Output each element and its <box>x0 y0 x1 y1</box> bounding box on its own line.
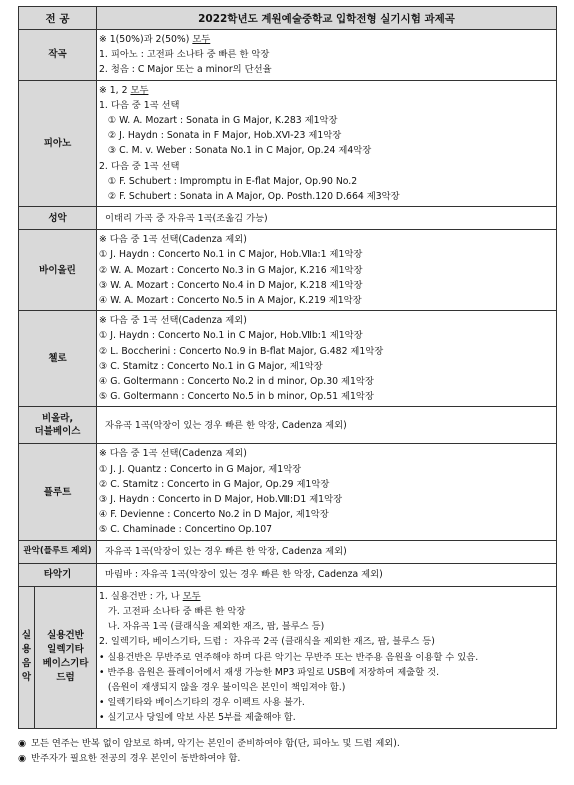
content-vocal: 이태리 가곡 중 자유곡 1곡(조옮김 가능) <box>97 207 557 230</box>
content-line: 2. 청음 : C Major 또는 a minor의 단선율 <box>99 64 272 76</box>
viola-label-line1: 비올라, <box>41 413 74 425</box>
content-line: ③ C. M. v. Weber : Sonata No.1 in C Major, Op.24 제4악장 <box>99 145 372 157</box>
content-practical <box>97 586 557 728</box>
vertical-label-practical-music <box>19 586 35 728</box>
footnote-item <box>18 751 556 766</box>
content-flute <box>97 444 557 540</box>
major-label-winds: 관악(플루트 제외) <box>19 540 97 563</box>
content-line: 나. 자유곡 1곡 (클래식을 제외한 재즈, 팝, 블루스 등) <box>99 621 325 633</box>
header-major: 전 공 <box>19 7 97 30</box>
content-line: ② L. Boccherini : Concerto No.9 in B-flat Major, G.482 제1악장 <box>99 345 384 357</box>
content-line: 1. 다음 중 1곡 선택 <box>99 99 180 111</box>
content-line: (음원이 재생되지 않을 경우 불이익은 본인이 책임져야 함.) <box>99 681 346 693</box>
content-line: ① W. A. Mozart : Sonata in G Major, K.283 제1악장 <box>99 115 338 127</box>
row-flute <box>19 444 557 540</box>
table-header-row <box>19 7 557 30</box>
circle-bullet-icon: ◉ <box>18 737 27 749</box>
content-winds: 자유곡 1곡(악장이 있는 경우 빠른 한 악장, Cadenza 제외) <box>97 540 557 563</box>
content-piano <box>97 80 557 207</box>
content-line: ※ 다음 중 1곡 선택(Cadenza 제외) <box>99 315 247 327</box>
vertical-char: 용 <box>21 644 32 656</box>
sub-label-bass-guitar: 베이스기타 <box>42 658 89 670</box>
footnote-text: 모든 연주는 반복 없이 암보로 하며, 악기는 본인이 준비하여야 함(단, 피아노 및 드럼 제외). <box>31 737 400 749</box>
major-label-percussion: 타악기 <box>19 563 97 586</box>
content-line: ④ W. A. Mozart : Concerto No.5 in A Major, K.219 제1악장 <box>99 295 362 307</box>
row-violin <box>19 230 557 311</box>
content-line: ④ G. Goltermann : Concerto No.2 in d minor, Op.30 제1악장 <box>99 376 374 388</box>
content-line: ③ W. A. Mozart : Concerto No.4 in D Major, K.218 제1악장 <box>99 279 363 291</box>
content-line: ③ J. Haydn : Concerto in D Major, Hob.Ⅷ:D1 제1악장 <box>99 494 343 506</box>
row-percussion <box>19 563 557 586</box>
content-composition <box>97 30 557 81</box>
major-label-violin: 바이올린 <box>19 230 97 311</box>
content-line: • 실용건반은 무반주로 연주해야 하며 다른 악기는 무반주 또는 반주용 음원을 이용할 수 있음. <box>99 651 479 663</box>
content-line <box>99 589 552 604</box>
content-line: • 실기고사 당일에 악보 사본 5부를 제출해야 함. <box>99 712 296 724</box>
content-line: 2. 다음 중 1곡 선택 <box>99 160 180 172</box>
vertical-char: 악 <box>21 672 32 684</box>
sub-labels-practical <box>35 586 97 728</box>
row-vocal <box>19 207 557 230</box>
content-line: ② F. Schubert : Sonata in A Major, Op. Posth.120 D.664 제3악장 <box>99 191 400 203</box>
line-prefix: 1. 실용건반 : 가, 나 <box>99 590 183 602</box>
content-line: ⑤ G. Goltermann : Concerto No.5 in b minor, Op.51 제1악장 <box>99 391 374 403</box>
row-composition <box>19 30 557 81</box>
content-line: ② C. Stamitz : Concerto in G Major, Op.29 제1악장 <box>99 478 330 490</box>
footnotes <box>18 736 556 766</box>
content-line: ① J. J. Quantz : Concerto in G Major, 제1악장 <box>99 463 302 475</box>
content-line: ※ 다음 중 1곡 선택(Cadenza 제외) <box>99 234 247 246</box>
content-line <box>99 32 552 47</box>
row-winds <box>19 540 557 563</box>
content-line: ② J. Haydn : Sonata in F Major, Hob.XⅥ-23 제1악장 <box>99 130 342 142</box>
content-cello <box>97 311 557 407</box>
content-line: ③ C. Stamitz : Concerto No.1 in G Major, 제1악장 <box>99 360 323 372</box>
footnote-text: 반주자가 필요한 전공의 경우 본인이 동반하여야 함. <box>31 752 241 764</box>
vertical-char: 실 <box>21 630 32 642</box>
content-line: 1. 피아노 : 고전파 소나타 중 빠른 한 악장 <box>99 49 270 61</box>
content-line: • 반주용 음원은 플레이어에서 재생 가능한 MP3 파일로 USB에 저장하여 제출할 것. <box>99 666 440 678</box>
sub-label-drums: 드럼 <box>56 672 75 684</box>
document <box>18 6 556 766</box>
header-title: 2022학년도 계원예술중학교 입학전형 실기시험 과제곡 <box>97 7 557 30</box>
content-line: ⑤ C. Chaminade : Concertino Op.107 <box>99 524 273 536</box>
row-practical <box>19 586 557 728</box>
content-line: 가. 고전파 소나타 중 빠른 한 악장 <box>99 605 246 617</box>
underlined-emphasis: 모두 <box>130 84 149 96</box>
major-label-viola <box>19 407 97 444</box>
line-prefix: ※ 1, 2 <box>99 84 131 96</box>
content-line: ※ 다음 중 1곡 선택(Cadenza 제외) <box>99 448 247 460</box>
row-piano <box>19 80 557 207</box>
major-label-flute: 플루트 <box>19 444 97 540</box>
content-percussion: 마림바 : 자유곡 1곡(악장이 있는 경우 빠른 한 악장, Cadenza 제외) <box>97 563 557 586</box>
sub-label-keyboard: 실용건반 <box>47 630 84 642</box>
content-viola: 자유곡 1곡(악장이 있는 경우 빠른 한 악장, Cadenza 제외) <box>97 407 557 444</box>
vertical-char: 음 <box>21 658 32 670</box>
row-cello <box>19 311 557 407</box>
viola-label-line2: 더블베이스 <box>34 426 81 438</box>
major-label-cello: 첼로 <box>19 311 97 407</box>
major-label-composition: 작곡 <box>19 30 97 81</box>
major-label-piano: 피아노 <box>19 80 97 207</box>
row-viola <box>19 407 557 444</box>
major-label-vocal: 성악 <box>19 207 97 230</box>
content-violin <box>97 230 557 311</box>
footnote-item <box>18 736 556 751</box>
content-line: ① J. Haydn : Concerto No.1 in C Major, Hob.Ⅶb:1 제1악장 <box>99 330 363 342</box>
content-line: 2. 일렉기타, 베이스기타, 드럼 : 자유곡 2곡 (클래식을 제외한 재즈, 팝, 블루스 등) <box>99 636 435 648</box>
underlined-emphasis: 모두 <box>192 34 211 45</box>
circle-bullet-icon: ◉ <box>18 752 27 764</box>
content-line: ① J. Haydn : Concerto No.1 in C Major, Hob.Ⅶa:1 제1악장 <box>99 249 363 261</box>
content-line <box>99 83 552 98</box>
line-prefix: ※ 1(50%)과 2(50%) <box>99 34 193 45</box>
content-line: ① F. Schubert : Impromptu in E-flat Major, Op.90 No.2 <box>99 175 358 187</box>
underlined-emphasis: 모두 <box>182 590 201 602</box>
sub-label-electric-guitar: 일렉기타 <box>47 644 84 656</box>
content-line: • 일렉기타와 베이스기타의 경우 이펙트 사용 불가. <box>99 697 305 709</box>
content-line: ④ F. Devienne : Concerto No.2 in D Major, 제1악장 <box>99 509 329 521</box>
exam-table <box>18 6 557 729</box>
content-line: ② W. A. Mozart : Concerto No.3 in G Major, K.216 제1악장 <box>99 264 363 276</box>
